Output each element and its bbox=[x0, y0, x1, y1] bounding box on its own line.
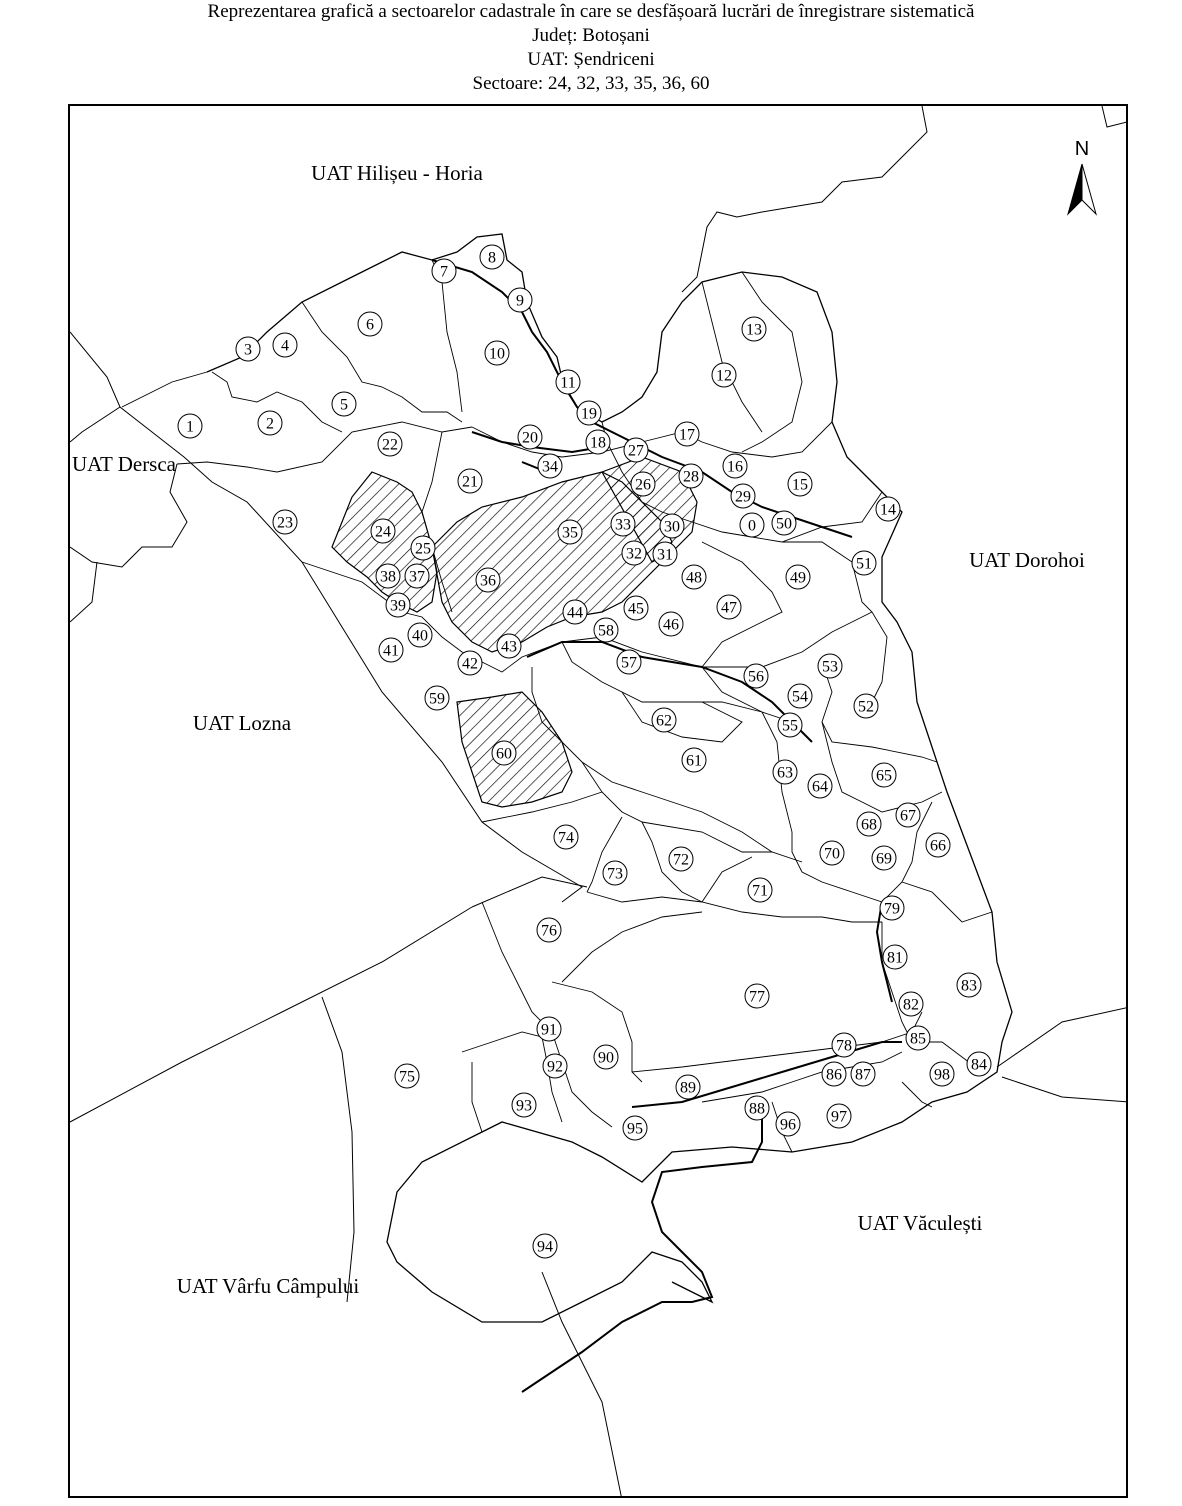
sector-marker-57 bbox=[617, 650, 641, 674]
sector-marker-66 bbox=[926, 833, 950, 857]
sector-label-29: 29 bbox=[735, 488, 751, 506]
map-header bbox=[0, 0, 1182, 96]
sector-marker-62 bbox=[652, 708, 676, 732]
sector-marker-52 bbox=[854, 694, 878, 718]
sector-label-97: 97 bbox=[831, 1108, 847, 1126]
sector-label-76: 76 bbox=[541, 922, 557, 940]
sector-marker-59 bbox=[425, 686, 449, 710]
sector-marker-23 bbox=[273, 510, 297, 534]
boundary-line bbox=[702, 857, 752, 902]
sector-marker-39 bbox=[386, 593, 410, 617]
sector-label-30: 30 bbox=[664, 518, 680, 536]
boundary-line bbox=[562, 912, 702, 982]
sector-marker-81 bbox=[883, 945, 907, 969]
sector-marker-55 bbox=[778, 713, 802, 737]
sector-label-57: 57 bbox=[621, 654, 637, 672]
sector-label-65: 65 bbox=[876, 767, 892, 785]
sector-marker-95 bbox=[623, 1116, 647, 1140]
sector-label-3: 3 bbox=[244, 341, 252, 359]
sector-marker-90 bbox=[594, 1045, 618, 1069]
sector-label-2: 2 bbox=[266, 415, 274, 433]
sector-marker-68 bbox=[857, 812, 881, 836]
sector-label-9: 9 bbox=[516, 292, 524, 310]
sector-marker-56 bbox=[744, 664, 768, 688]
sector-label-56: 56 bbox=[748, 668, 764, 686]
sector-marker-30 bbox=[660, 514, 684, 538]
sector-label-95: 95 bbox=[627, 1120, 643, 1138]
sector-label-66: 66 bbox=[930, 837, 946, 855]
sector-marker-86 bbox=[822, 1062, 846, 1086]
sector-marker-29 bbox=[731, 484, 755, 508]
sector-marker-91 bbox=[537, 1017, 561, 1041]
sector-label-12: 12 bbox=[716, 367, 732, 385]
sector-label-5: 5 bbox=[340, 396, 348, 414]
sector-label-11: 11 bbox=[560, 374, 576, 392]
boundary-line bbox=[682, 106, 927, 292]
sector-marker-72 bbox=[669, 847, 693, 871]
sector-label-96: 96 bbox=[780, 1116, 796, 1134]
sector-label-93: 93 bbox=[516, 1097, 532, 1115]
sector-label-20: 20 bbox=[522, 429, 538, 447]
sector-marker-88 bbox=[745, 1096, 769, 1120]
sector-marker-1 bbox=[178, 414, 202, 438]
sector-label-58: 58 bbox=[598, 622, 614, 640]
sector-marker-71 bbox=[748, 878, 772, 902]
sector-label-21: 21 bbox=[462, 473, 478, 491]
sector-label-39: 39 bbox=[390, 597, 406, 615]
river bbox=[522, 1112, 762, 1392]
sector-marker-17 bbox=[675, 422, 699, 446]
neighbour-label-dorohoi: UAT Dorohoi bbox=[969, 548, 1085, 572]
sector-marker-37 bbox=[405, 564, 429, 588]
sector-marker-15 bbox=[788, 472, 812, 496]
sector-label-94: 94 bbox=[537, 1238, 553, 1256]
boundary-line bbox=[70, 907, 472, 1122]
sector-label-78: 78 bbox=[836, 1037, 852, 1055]
boundary-line bbox=[902, 882, 992, 922]
sector-label-54: 54 bbox=[792, 688, 808, 706]
sector-marker-70 bbox=[820, 841, 844, 865]
sector-marker-33 bbox=[611, 512, 635, 536]
sector-label-61: 61 bbox=[686, 752, 702, 770]
sector-label-44: 44 bbox=[567, 604, 583, 622]
sector-label-71: 71 bbox=[752, 882, 768, 900]
sector-label-1: 1 bbox=[186, 418, 194, 436]
sector-marker-26 bbox=[631, 472, 655, 496]
sector-marker-14 bbox=[876, 497, 900, 521]
boundary-line bbox=[122, 372, 207, 407]
sector-marker-73 bbox=[603, 861, 627, 885]
north-arrow-icon bbox=[1082, 164, 1096, 214]
neighbour-label-dersca: UAT Dersca bbox=[72, 452, 176, 476]
sector-label-73: 73 bbox=[607, 865, 623, 883]
sector-label-15: 15 bbox=[792, 476, 808, 494]
sector-label-34: 34 bbox=[542, 458, 558, 476]
sector-label-60: 60 bbox=[496, 745, 512, 763]
sector-label-62: 62 bbox=[656, 712, 672, 730]
sector-marker-48 bbox=[682, 565, 706, 589]
sector-marker-22 bbox=[378, 432, 402, 456]
boundary-line bbox=[762, 712, 852, 892]
boundary-line bbox=[587, 892, 882, 922]
sector-label-92: 92 bbox=[547, 1058, 563, 1076]
sector-label-31: 31 bbox=[657, 546, 673, 564]
sector-marker-28 bbox=[679, 464, 703, 488]
sector-marker-60 bbox=[492, 741, 516, 765]
neighbour-label-vaculesti: UAT Văculești bbox=[857, 1211, 983, 1235]
boundary-line bbox=[70, 562, 97, 622]
sector-label-53: 53 bbox=[822, 658, 838, 676]
sector-label-37: 37 bbox=[409, 568, 425, 586]
sector-label-27: 27 bbox=[628, 442, 644, 460]
sector-label-24: 24 bbox=[375, 523, 391, 541]
sector-label-55: 55 bbox=[782, 717, 798, 735]
sector-label-7: 7 bbox=[440, 263, 448, 281]
sector-label-91: 91 bbox=[541, 1021, 557, 1039]
boundary-line bbox=[1002, 1077, 1128, 1102]
sector-marker-7 bbox=[432, 259, 456, 283]
sector-label-35: 35 bbox=[562, 524, 578, 542]
sector-label-88: 88 bbox=[749, 1100, 765, 1118]
boundary-line bbox=[322, 997, 354, 1302]
sector-label-41: 41 bbox=[383, 642, 399, 660]
sector-marker-49 bbox=[786, 565, 810, 589]
sector-marker-85 bbox=[906, 1026, 930, 1050]
sector-label-0: 0 bbox=[748, 517, 756, 535]
sector-label-98: 98 bbox=[934, 1066, 950, 1084]
sector-label-87: 87 bbox=[855, 1066, 871, 1084]
sector-marker-63 bbox=[773, 760, 797, 784]
sector-marker-67 bbox=[896, 803, 920, 827]
sector-label-46: 46 bbox=[663, 616, 679, 634]
sector-label-33: 33 bbox=[615, 516, 631, 534]
sector-marker-11 bbox=[556, 370, 580, 394]
sector-marker-16 bbox=[723, 454, 747, 478]
boundary-line bbox=[582, 762, 702, 902]
sector-label-79: 79 bbox=[884, 900, 900, 918]
uat-label: UAT: Șendriceni bbox=[527, 49, 655, 70]
sector-marker-96 bbox=[776, 1112, 800, 1136]
sector-marker-36 bbox=[476, 568, 500, 592]
sector-marker-43 bbox=[497, 634, 521, 658]
sector-marker-69 bbox=[872, 846, 896, 870]
sector-marker-58 bbox=[594, 618, 618, 642]
sector-marker-0 bbox=[740, 513, 764, 537]
sector-label-69: 69 bbox=[876, 850, 892, 868]
sector-marker-84 bbox=[967, 1052, 991, 1076]
sectors-label: Sectoare: 24, 32, 33, 35, 36, 60 bbox=[472, 73, 710, 94]
sector-label-89: 89 bbox=[680, 1079, 696, 1097]
sector-label-48: 48 bbox=[686, 569, 702, 587]
neighbour-label-hilisu: UAT Hilișeu - Horia bbox=[311, 161, 483, 185]
boundary-line bbox=[622, 692, 742, 742]
boundary-line bbox=[902, 1082, 932, 1107]
sector-marker-54 bbox=[788, 684, 812, 708]
sector-marker-50 bbox=[772, 511, 796, 535]
sector-marker-19 bbox=[577, 401, 601, 425]
sector-marker-13 bbox=[742, 317, 766, 341]
sector-marker-4 bbox=[273, 333, 297, 357]
map-title: Reprezentarea grafică a sectoarelor cadastrale în care se desfășoară lucrări de înregistrare sistematică bbox=[207, 1, 975, 22]
sector-marker-41 bbox=[379, 638, 403, 662]
neighbour-label-lozna: UAT Lozna bbox=[192, 711, 292, 735]
sector-label-77: 77 bbox=[749, 988, 765, 1006]
sector-label-90: 90 bbox=[598, 1049, 614, 1067]
sector-marker-51 bbox=[852, 551, 876, 575]
sector-label-85: 85 bbox=[910, 1030, 926, 1048]
neighbour-label-varfu: UAT Vârfu Câmpului bbox=[176, 1274, 360, 1298]
sector-label-84: 84 bbox=[971, 1056, 987, 1074]
sector-marker-53 bbox=[818, 654, 842, 678]
boundary-line bbox=[542, 1272, 622, 1498]
sector-marker-75 bbox=[395, 1064, 419, 1088]
sector-label-13: 13 bbox=[746, 321, 762, 339]
boundary-line bbox=[1102, 106, 1127, 127]
sector-label-68: 68 bbox=[861, 816, 877, 834]
sector-label-82: 82 bbox=[903, 996, 919, 1014]
sector-label-50: 50 bbox=[776, 515, 792, 533]
sector-marker-97 bbox=[827, 1104, 851, 1128]
boundary-line bbox=[642, 822, 802, 862]
north-arrow bbox=[1068, 138, 1096, 214]
sector-label-18: 18 bbox=[590, 434, 606, 452]
sector-marker-25 bbox=[411, 536, 435, 560]
sector-label-75: 75 bbox=[399, 1068, 415, 1086]
sector-label-17: 17 bbox=[679, 426, 695, 444]
sector-marker-79 bbox=[880, 896, 904, 920]
sector-label-10: 10 bbox=[489, 345, 505, 363]
sector-marker-44 bbox=[563, 600, 587, 624]
boundary-line bbox=[472, 1062, 482, 1132]
cadastral-map bbox=[70, 106, 1128, 1498]
sector-label-28: 28 bbox=[683, 468, 699, 486]
sector-marker-5 bbox=[332, 392, 356, 416]
sector-label-47: 47 bbox=[721, 599, 737, 617]
sector-label-6: 6 bbox=[366, 316, 374, 334]
sector-marker-27 bbox=[624, 438, 648, 462]
sector-marker-20 bbox=[518, 425, 542, 449]
sector-marker-83 bbox=[957, 973, 981, 997]
sector-marker-32 bbox=[622, 541, 646, 565]
sector-marker-42 bbox=[458, 651, 482, 675]
sector-labels bbox=[178, 245, 991, 1258]
sector-marker-12 bbox=[712, 363, 736, 387]
sector-label-4: 4 bbox=[281, 337, 289, 355]
sector-marker-64 bbox=[808, 774, 832, 798]
sector-marker-21 bbox=[458, 469, 482, 493]
sector-label-83: 83 bbox=[961, 977, 977, 995]
sector-marker-8 bbox=[480, 245, 504, 269]
sector-label-16: 16 bbox=[727, 458, 743, 476]
sector-marker-9 bbox=[508, 288, 532, 312]
sector-marker-98 bbox=[930, 1062, 954, 1086]
sector-marker-31 bbox=[653, 542, 677, 566]
sector-marker-82 bbox=[899, 992, 923, 1016]
sector-label-51: 51 bbox=[856, 555, 872, 573]
sector-marker-40 bbox=[408, 623, 432, 647]
sector-label-81: 81 bbox=[887, 949, 903, 967]
county-label: Județ: Botoșani bbox=[532, 25, 650, 46]
sector-marker-2 bbox=[258, 411, 282, 435]
sector-marker-89 bbox=[676, 1075, 700, 1099]
sector-marker-74 bbox=[554, 825, 578, 849]
sector-label-64: 64 bbox=[812, 778, 828, 796]
neighbour-labels bbox=[72, 161, 1085, 1298]
map-frame bbox=[68, 104, 1128, 1498]
sector-marker-93 bbox=[512, 1093, 536, 1117]
sector-marker-35 bbox=[558, 520, 582, 544]
sector-label-70: 70 bbox=[824, 845, 840, 863]
sector-marker-65 bbox=[872, 763, 896, 787]
sector-label-14: 14 bbox=[880, 501, 896, 519]
boundary-line bbox=[302, 302, 462, 422]
sector-label-43: 43 bbox=[501, 638, 517, 656]
sector-label-52: 52 bbox=[858, 698, 874, 716]
sector-label-49: 49 bbox=[790, 569, 806, 587]
sector-label-23: 23 bbox=[277, 514, 293, 532]
sector-marker-87 bbox=[851, 1062, 875, 1086]
sector-label-86: 86 bbox=[826, 1066, 842, 1084]
sector-marker-77 bbox=[745, 984, 769, 1008]
boundary-line bbox=[177, 422, 472, 472]
sector-marker-18 bbox=[586, 430, 610, 454]
sector-marker-46 bbox=[659, 612, 683, 636]
sector-marker-45 bbox=[624, 596, 648, 620]
sector-marker-10 bbox=[485, 341, 509, 365]
sector-marker-6 bbox=[358, 312, 382, 336]
sector-marker-38 bbox=[376, 564, 400, 588]
sector-label-72: 72 bbox=[673, 851, 689, 869]
boundary-line bbox=[997, 1007, 1128, 1067]
sector-label-26: 26 bbox=[635, 476, 651, 494]
sector-label-22: 22 bbox=[382, 436, 398, 454]
sector-marker-3 bbox=[236, 337, 260, 361]
sector-label-40: 40 bbox=[412, 627, 428, 645]
north-letter: N bbox=[1074, 138, 1090, 160]
sector-label-19: 19 bbox=[581, 405, 597, 423]
sector-label-25: 25 bbox=[415, 540, 431, 558]
sector-label-8: 8 bbox=[488, 249, 496, 267]
sector-label-45: 45 bbox=[628, 600, 644, 618]
sector-marker-47 bbox=[717, 595, 741, 619]
sector-label-67: 67 bbox=[900, 807, 916, 825]
sector-label-63: 63 bbox=[777, 764, 793, 782]
sector-marker-24 bbox=[371, 519, 395, 543]
sector-marker-61 bbox=[682, 748, 706, 772]
sector-label-42: 42 bbox=[462, 655, 478, 673]
sector-marker-34 bbox=[538, 454, 562, 478]
sector-marker-92 bbox=[543, 1054, 567, 1078]
sector-label-36: 36 bbox=[480, 572, 496, 590]
sector-label-59: 59 bbox=[429, 690, 445, 708]
sector-label-32: 32 bbox=[626, 545, 642, 563]
boundary-line bbox=[70, 407, 120, 442]
sector-marker-76 bbox=[537, 918, 561, 942]
boundary-line bbox=[702, 282, 762, 432]
sector-marker-94 bbox=[533, 1234, 557, 1258]
sector-label-74: 74 bbox=[558, 829, 574, 847]
north-arrow-icon bbox=[1068, 164, 1082, 214]
sector-label-38: 38 bbox=[380, 568, 396, 586]
boundary-line bbox=[702, 542, 782, 667]
boundary-line bbox=[70, 464, 187, 567]
boundary-line bbox=[742, 272, 802, 452]
sector-marker-78 bbox=[832, 1033, 856, 1057]
boundary-line bbox=[472, 877, 587, 907]
